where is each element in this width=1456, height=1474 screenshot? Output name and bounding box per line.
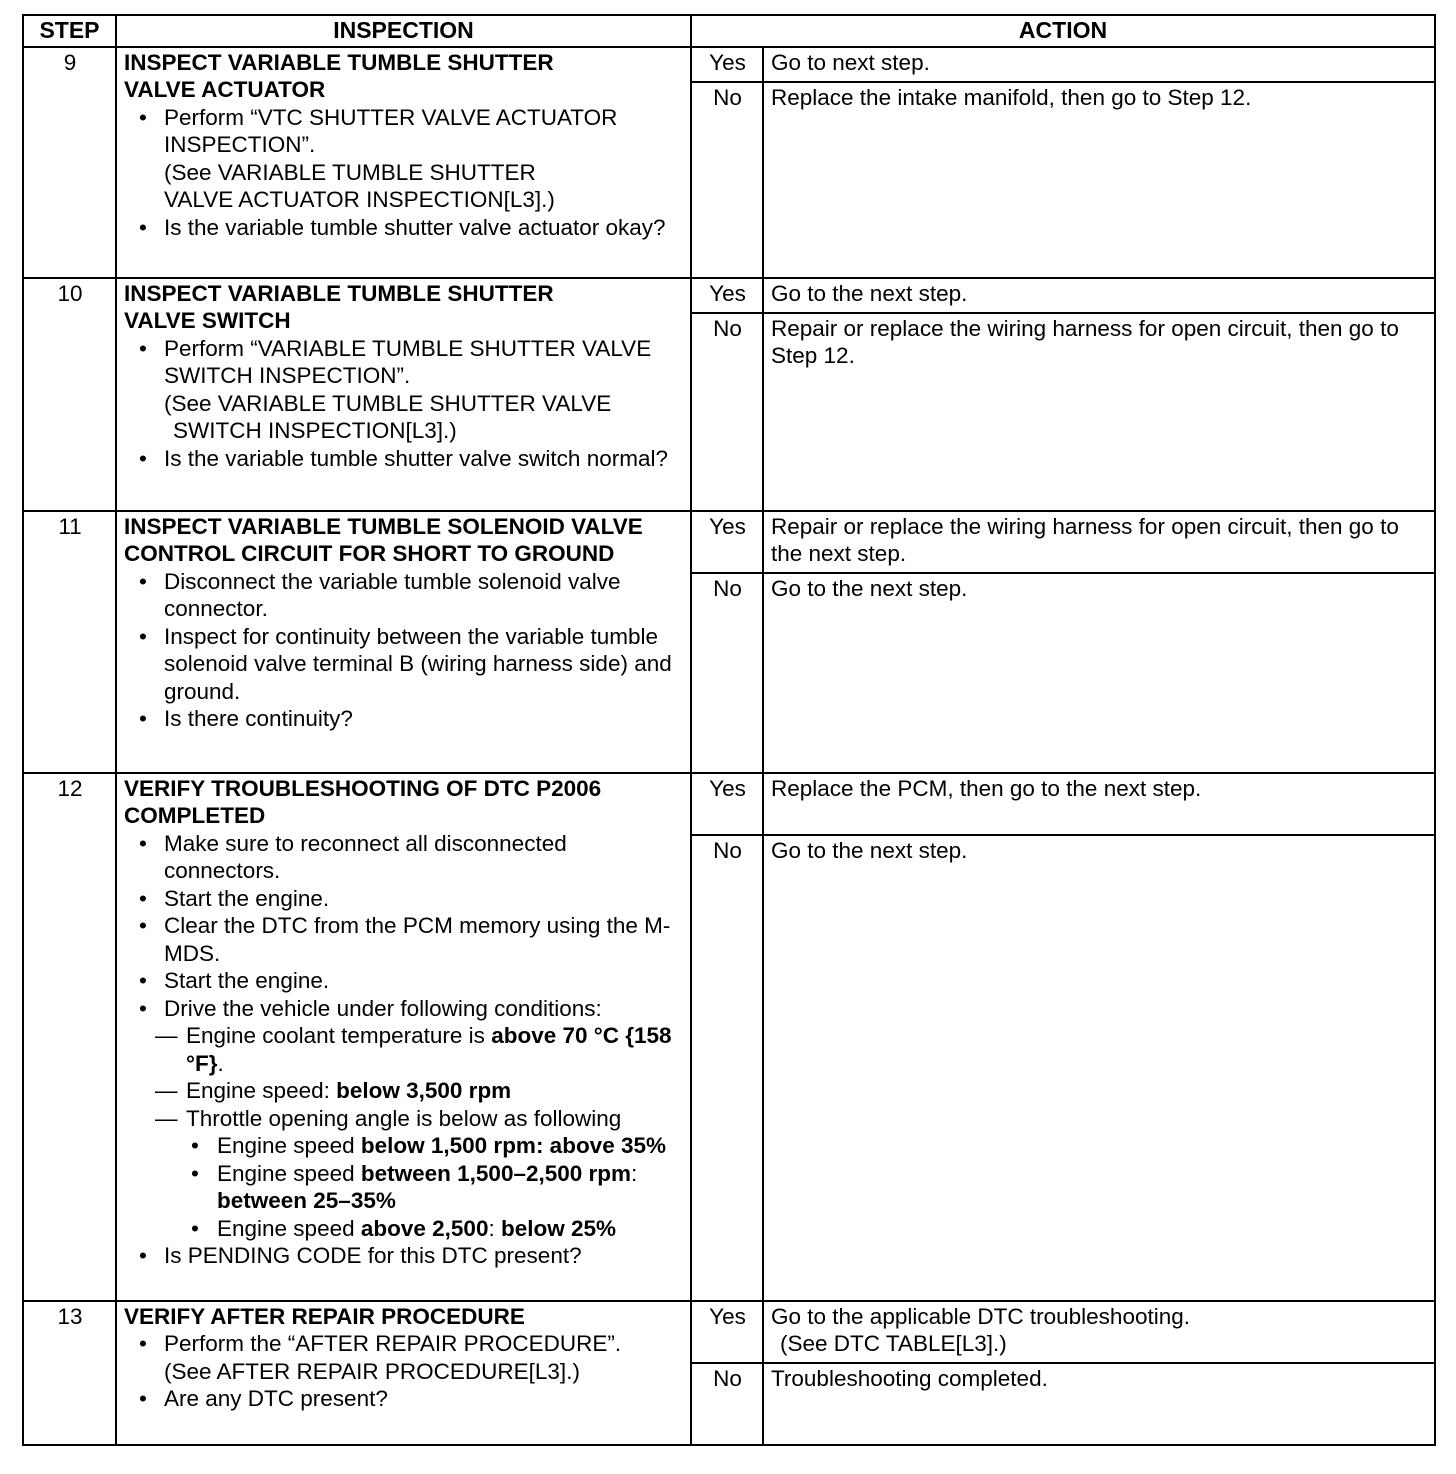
list-item: • Is the variable tumble shutter valve switch normal? bbox=[124, 445, 684, 473]
step-number: 12 bbox=[23, 773, 116, 1301]
step-number: 9 bbox=[23, 47, 116, 278]
table-row bbox=[23, 773, 1435, 835]
list-item: • Start the engine. bbox=[124, 967, 684, 995]
list-item: • Clear the DTC from the PCM memory using the M-MDS. bbox=[124, 912, 684, 967]
action-header: ACTION bbox=[691, 15, 1435, 47]
list-item: • Perform “VARIABLE TUMBLE SHUTTER VALVE SWITCH INSPECTION”. (See VARIABLE TUMBLE SHUTTER VALVE SWITCH INSPECTION[L3].) bbox=[124, 335, 684, 445]
list-item: • Perform the “AFTER REPAIR PROCEDURE”. (See AFTER REPAIR PROCEDURE[L3].) bbox=[124, 1330, 684, 1385]
table-row bbox=[23, 47, 1435, 82]
inspection-bullets bbox=[124, 104, 684, 242]
condition-item: — Throttle opening angle is below as following • Engine speed below 1,500 rpm: above 35% • Engine speed between 1,500–2,500 rpm: between 25–35% • Engine speed above 2,500: below 25% bbox=[155, 1105, 684, 1243]
diagnostic-table bbox=[22, 14, 1436, 1446]
yes-label: Yes bbox=[691, 1301, 763, 1363]
yes-label: Yes bbox=[691, 511, 763, 573]
yes-action: Replace the PCM, then go to the next step. bbox=[763, 773, 1435, 835]
no-label: No bbox=[691, 1363, 763, 1445]
inspection-cell bbox=[116, 1301, 691, 1445]
no-action: Replace the intake manifold, then go to Step 12. bbox=[763, 82, 1435, 278]
inspection-bullets bbox=[124, 568, 684, 733]
sub-condition-list bbox=[186, 1132, 684, 1242]
inspection-bullets bbox=[124, 1330, 684, 1413]
list-item: • Make sure to reconnect all disconnected connectors. bbox=[124, 830, 684, 885]
list-item: • Perform “VTC SHUTTER VALVE ACTUATOR INSPECTION”. (See VARIABLE TUMBLE SHUTTER VALVE ACTUATOR INSPECTION[L3].) bbox=[124, 104, 684, 214]
inspection-cell bbox=[116, 47, 691, 278]
inspection-header: INSPECTION bbox=[116, 15, 691, 47]
yes-action: Go to next step. bbox=[763, 47, 1435, 82]
step-header: STEP bbox=[23, 15, 116, 47]
no-action: Go to the next step. bbox=[763, 573, 1435, 773]
inspection-title: INSPECT VARIABLE TUMBLE SHUTTER VALVE SWITCH bbox=[124, 280, 554, 333]
list-item: • Is there continuity? bbox=[124, 705, 684, 733]
sub-condition-item: • Engine speed below 1,500 rpm: above 35% bbox=[186, 1132, 684, 1160]
no-action: Troubleshooting completed. bbox=[763, 1363, 1435, 1445]
list-item: • Is PENDING CODE for this DTC present? bbox=[124, 1242, 684, 1270]
header-row bbox=[23, 15, 1435, 47]
no-label: No bbox=[691, 835, 763, 1301]
yes-action: Go to the next step. bbox=[763, 278, 1435, 313]
sub-condition-item: • Engine speed between 1,500–2,500 rpm: between 25–35% bbox=[186, 1160, 684, 1215]
list-item: • Start the engine. bbox=[124, 885, 684, 913]
yes-action: Go to the applicable DTC troubleshooting. (See DTC TABLE[L3].) bbox=[763, 1301, 1435, 1363]
yes-label: Yes bbox=[691, 773, 763, 835]
inspection-cell bbox=[116, 773, 691, 1301]
list-item: • Is the variable tumble shutter valve actuator okay? bbox=[124, 214, 684, 242]
list-item: • Inspect for continuity between the variable tumble solenoid valve terminal B (wiring harness side) and ground. bbox=[124, 623, 684, 706]
inspection-bullets bbox=[124, 335, 684, 473]
no-action: Repair or replace the wiring harness for open circuit, then go to Step 12. bbox=[763, 313, 1435, 511]
inspection-title: VERIFY AFTER REPAIR PROCEDURE bbox=[124, 1303, 525, 1329]
inspection-cell bbox=[116, 511, 691, 773]
inspection-cell bbox=[116, 278, 691, 511]
yes-label: Yes bbox=[691, 47, 763, 82]
condition-list bbox=[155, 1022, 684, 1242]
list-item: • Are any DTC present? bbox=[124, 1385, 684, 1413]
step-number: 10 bbox=[23, 278, 116, 511]
no-label: No bbox=[691, 82, 763, 278]
table-row bbox=[23, 278, 1435, 313]
no-label: No bbox=[691, 573, 763, 773]
condition-item: — Engine speed: below 3,500 rpm bbox=[155, 1077, 684, 1105]
list-item: • Drive the vehicle under following conditions: — Engine coolant temperature is above 70 °C {158 °F}. — Engine speed: below 3,500 rpm — Throttle opening angle is below as following • Engine speed below 1,500 rpm: above 35% • Engine speed between 1,500–2,500 rpm: between 25–35% • Engine speed above 2,500: below 25% bbox=[124, 995, 684, 1243]
no-label: No bbox=[691, 313, 763, 511]
step-number: 13 bbox=[23, 1301, 116, 1445]
no-action: Go to the next step. bbox=[763, 835, 1435, 1301]
sub-condition-item: • Engine speed above 2,500: below 25% bbox=[186, 1215, 684, 1243]
condition-item: — Engine coolant temperature is above 70 °C {158 °F}. bbox=[155, 1022, 684, 1077]
inspection-bullets bbox=[124, 830, 684, 1270]
inspection-title: INSPECT VARIABLE TUMBLE SOLENOID VALVE CONTROL CIRCUIT FOR SHORT TO GROUND bbox=[124, 513, 643, 566]
list-item: • Disconnect the variable tumble solenoid valve connector. bbox=[124, 568, 684, 623]
yes-label: Yes bbox=[691, 278, 763, 313]
table-row bbox=[23, 1301, 1435, 1363]
yes-action: Repair or replace the wiring harness for open circuit, then go to the next step. bbox=[763, 511, 1435, 573]
step-number: 11 bbox=[23, 511, 116, 773]
inspection-title: VERIFY TROUBLESHOOTING OF DTC P2006 COMPLETED bbox=[124, 775, 602, 828]
table-row bbox=[23, 511, 1435, 573]
inspection-title: INSPECT VARIABLE TUMBLE SHUTTER VALVE ACTUATOR bbox=[124, 49, 554, 102]
